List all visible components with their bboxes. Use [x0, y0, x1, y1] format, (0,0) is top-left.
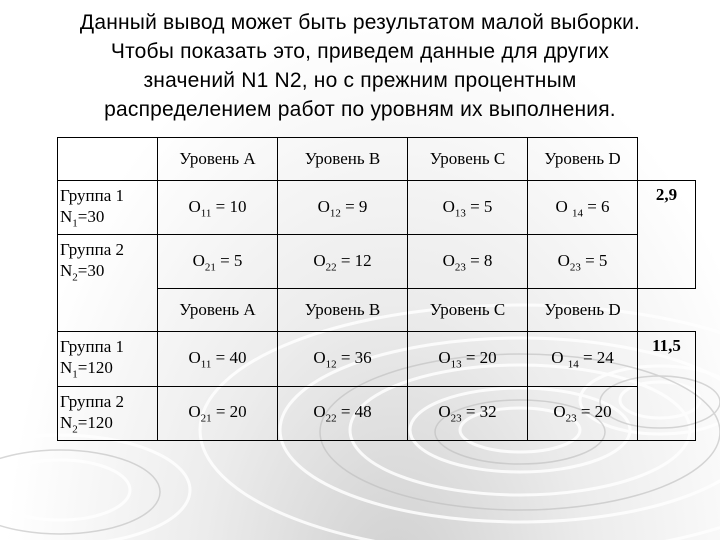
value-cell: $O_{23} = 32$ — [408, 386, 528, 440]
header-row — [58, 289, 696, 332]
level-c-header: Уровень С — [408, 289, 528, 332]
empty-corner-cell — [58, 138, 158, 181]
group-label: Группа 1 $N_1=30$ — [58, 181, 158, 235]
title-line: значений N1 N2, но с прежним процентным — [143, 69, 577, 92]
results-table — [57, 137, 696, 441]
table-row — [58, 386, 696, 440]
level-a-header: Уровень А — [158, 138, 278, 181]
value-cell: $O_{12} = 36$ — [278, 332, 408, 386]
table-row — [58, 332, 696, 386]
value-cell: O $_{14}$ = 6 — [528, 181, 638, 235]
group-label: Группа 2 $N_2=120$ — [58, 386, 158, 440]
result-value: 11,5 — [638, 332, 696, 441]
value-cell: $O_{21} = 20$ — [158, 386, 278, 440]
group-label: Группа 1 $N_1=120$ — [58, 332, 158, 386]
level-b-header: Уровень В — [278, 289, 408, 332]
empty-result-header — [638, 138, 696, 181]
value-cell: $O_{13} = 5$ — [408, 181, 528, 235]
level-d-header: Уровень D — [528, 138, 638, 181]
level-a-header: Уровень А — [158, 289, 278, 332]
table-row — [58, 235, 696, 289]
value-cell: $O_{23} = 5$ — [528, 235, 638, 289]
value-cell: $O_{11} = 10$ — [158, 181, 278, 235]
title-line: распределением работ по уровням их выполнения. — [104, 98, 616, 121]
value-cell: O $_{14}$ = 24 — [528, 332, 638, 386]
level-c-header: Уровень С — [408, 138, 528, 181]
empty-corner-cell — [58, 289, 158, 332]
slide-title — [20, 8, 700, 124]
value-cell: $O_{12} = 9$ — [278, 181, 408, 235]
title-line: Чтобы показать это, приведем данные для других — [110, 40, 610, 63]
empty-result-header — [638, 289, 696, 332]
result-value: 2,9 — [638, 181, 696, 289]
table-row — [58, 181, 696, 235]
level-b-header: Уровень В — [278, 138, 408, 181]
level-d-header: Уровень D — [528, 289, 638, 332]
value-cell: $O_{23} = 20$ — [528, 386, 638, 440]
title-line: Данный вывод может быть результатом малой выборки. — [79, 11, 641, 34]
value-cell: $O_{13} = 20$ — [408, 332, 528, 386]
value-cell: $O_{21} = 5$ — [158, 235, 278, 289]
header-row — [58, 138, 696, 181]
value-cell: $O_{22} = 12$ — [278, 235, 408, 289]
group-label: Группа 2 $N_2=30$ — [58, 235, 158, 289]
value-cell: $O_{22} = 48$ — [278, 386, 408, 440]
value-cell: $O_{11} = 40$ — [158, 332, 278, 386]
value-cell: $O_{23} = 8$ — [408, 235, 528, 289]
